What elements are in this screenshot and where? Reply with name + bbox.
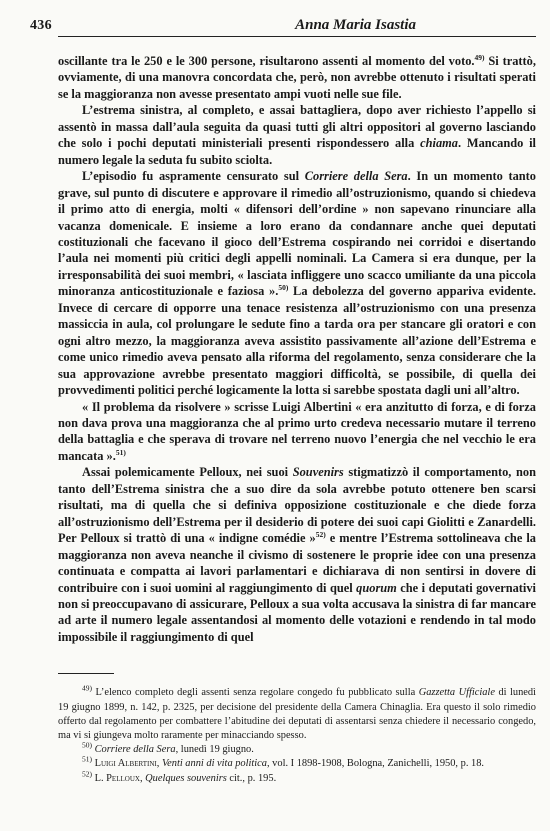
footnote <box>58 740 536 757</box>
footnote-marker: 49) <box>474 52 485 62</box>
paragraph <box>58 102 536 168</box>
footnote-marker: 52) <box>82 769 92 779</box>
text-run: , <box>156 758 162 770</box>
italic-text: Venti anni di vita politica <box>161 758 267 770</box>
text-run: Assai polemicamente Pelloux, nei suoi <box>82 465 293 480</box>
text-run: oscillante tra le 250 e le 300 persone, risultarono assenti al momento del voto. <box>58 54 475 68</box>
footnote-marker: 52) <box>315 530 326 540</box>
book-page <box>30 8 537 786</box>
text-run: L’elenco completo degli assenti senza regolare congedo fu pubblicato sulla <box>92 687 419 699</box>
text-run: , <box>139 772 146 784</box>
text-run: cit., p. 195. <box>226 772 277 784</box>
text-run: . Mancando il numero legale la seduta fu subito sciolta. <box>58 136 536 167</box>
italic-text: Quelques souvenirs <box>145 772 227 784</box>
author-name: L. Pelloux <box>94 772 140 784</box>
italic-text: Corriere della Sera <box>304 169 408 184</box>
body-text <box>58 53 536 645</box>
text-run: L’episodio fu aspramente censurato sul <box>82 169 305 184</box>
italic-text: quorum <box>356 580 397 595</box>
paragraph <box>58 399 536 465</box>
page-number: 436 <box>30 18 52 33</box>
text-run: che i deputati governativi non si preoccupavano di assicurare, Pelloux a sua volta accusava la sinistra di far mancare ad arte il numero legale assentandosi al momento delle votazioni e rendendo in tal modo impossibile il raggiungimento di quel <box>58 580 536 644</box>
italic-text: Corriere della Sera <box>94 744 176 756</box>
italic-text: Souvenirs <box>292 465 344 480</box>
footnote-marker: 51) <box>115 447 126 457</box>
footnote <box>58 683 537 743</box>
paragraph <box>58 464 536 645</box>
running-header <box>30 8 536 37</box>
italic-text: Gazzetta Ufficiale <box>418 687 495 699</box>
text-run: , vol. I 1898-1908, Bologna, Zanichelli, 1950, p. 18. <box>266 758 485 770</box>
footnote <box>58 769 536 786</box>
text-run: di lunedì 19 giugno 1899, n. 142, p. 2325, per decisione del presidente della Camera Chinaglia. Era questo il solo rimedio offerto dal regolamento per combattere l’abitudine dei deputati di assentarsi senza chiedere il necessario congedo, ma vi si giungeva molto raramente per minacciando spesso. <box>58 687 537 741</box>
text-run: L’estrema sinistra, al completo, e assai battagliera, dopo aver richiesto l’appello si assentò in massa dall’aula seguita da quasi tutti gli altri oppositori al governo lasciando che solo i pochi deputati ministeriali presenti rispondessero alla <box>58 103 536 151</box>
text-run: . In un momento tanto grave, sul punto di discutere e approvare il rimedio all’ostruzionismo, quando si chiedeva il primo atto di energia, molti « difensori dell’ordine » non sapevano rinunciare alla vacanza domenicale. E insieme a loro erano da condannare anche quei deputati costituzionali che facevano il gioco dell’Estrema cospirando nei corridoi e disertando l’aula nei momenti più critici degli appelli nominali. La Camera si era dunque, per la irresponsabilità dei suoi membri, « lasciata infliggere uno scacco umiliante da una piccola minoranza anticostituzionale e faziosa ». <box>58 169 537 299</box>
footnote <box>58 754 536 771</box>
text-run: e mentre l’Estrema sottolineava che la maggioranza non aveva neanche il civismo di sostenere le proprie idee con una presenza continuata e compatta ai lavori parlamentari e dichiarava di non sentirsi in dovere di contribuire con i suoi uomini al raggiungimento di quel <box>58 531 536 595</box>
italic-text: chiama <box>420 136 458 151</box>
footnotes <box>58 683 537 785</box>
footnote-marker: 50) <box>278 283 289 293</box>
footnote-rule <box>58 673 114 674</box>
text-run: « Il problema da risolvere » scrisse Luigi Albertini « era anzitutto di forza, e di forza non dava prova una maggioranza che al primo urto credeva necessario mutare il terreno della battaglia e che sperava di trovare nel terreno nuovo l’energia che nel vecchio le era mancata ». <box>58 399 536 463</box>
paragraph <box>58 53 536 102</box>
text-run: stigmatizzò il comportamento, non tanto dell’Estrema sinistra che a suo dire da sola avrebbe potuto ottenere ben scarsi risultati, ma di quella che si definiva opposizione costituzionale e che diede forza all’ostruzionismo dell’Estrema per il desiderio di potere dei suoi capi Giolitti e Zanardelli. Per Pelloux si trattò di una « indigne comédie » <box>58 465 536 546</box>
footnote-marker: 50) <box>82 740 92 750</box>
text-run: La debolezza del governo appariva evidente. Invece di cercare di opporre una tenace resistenza all’ostruzionismo con una presenza massiccia in aula, col prolungare le sedute fino a tarda ora per stancare gli oratori e con ogni altro mezzo, la maggioranza aveva assistito passivamente all’azione dell’Estrema e come unico rimedio aveva pensato alla riforma del regolamento, senza considerare che la sua approvazione avrebbe presentato maggiori difficoltà, se possibile, di quella dei provvedimenti politici perché logicamente la lotta si sarebbe spostata dagli uni all’altro. <box>58 284 537 398</box>
author-name: Luigi Albertini <box>94 758 157 770</box>
footnote-marker: 51) <box>82 754 92 764</box>
text-run: Si trattò, ovviamente, di una manovra concordata che, però, non avrebbe ottenuto i risultati sperati se la maggioranza non avesse presentato ampi vuoti nelle sue file. <box>58 54 536 101</box>
paragraph <box>58 168 536 398</box>
footnote-marker: 49) <box>82 683 92 693</box>
running-title: Anna Maria Isastia <box>295 17 416 33</box>
text-run: , lunedì 19 giugno. <box>175 744 254 756</box>
